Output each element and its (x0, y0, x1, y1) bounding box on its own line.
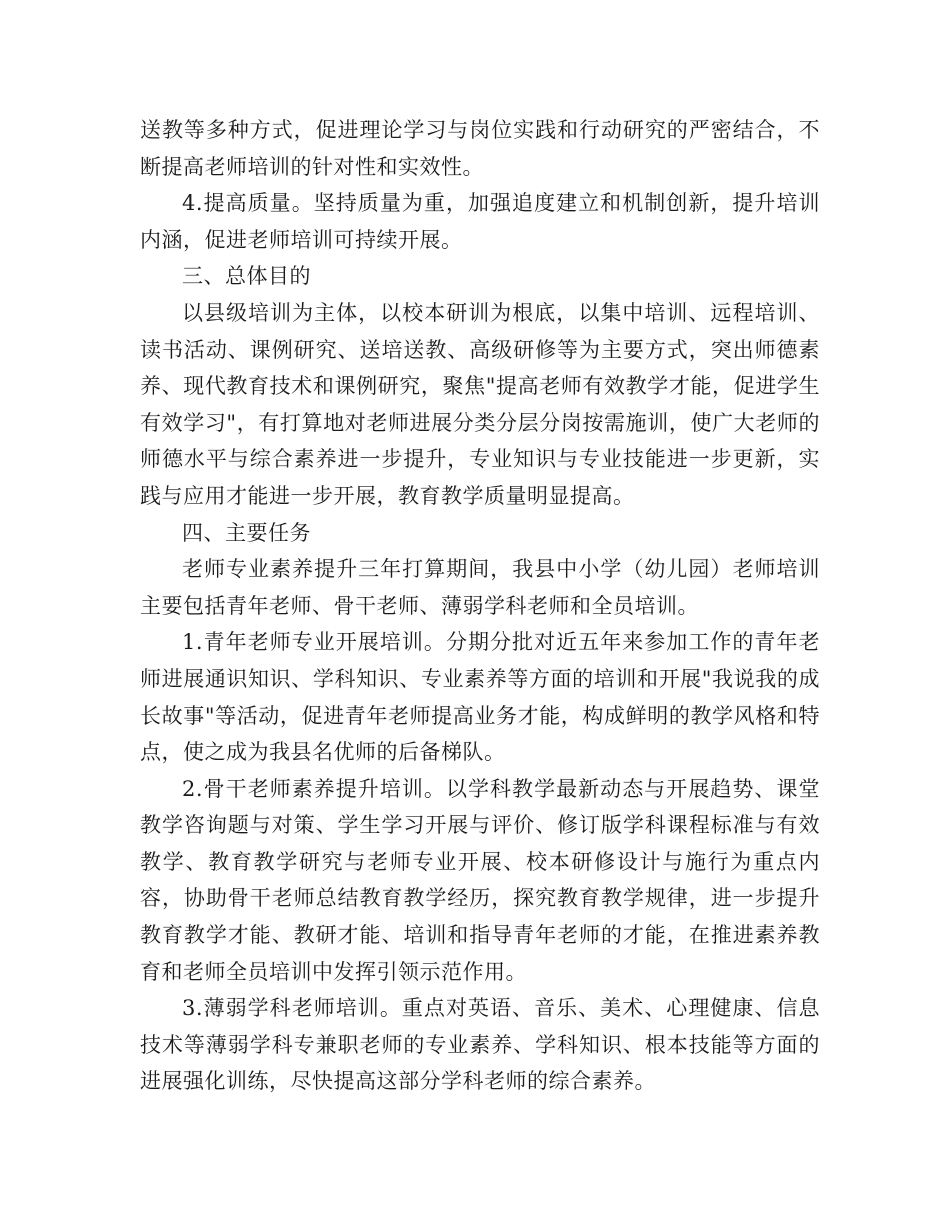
paragraph-item-4: 4.提高质量。坚持质量为重，加强追度建立和机制创新，提升培训内涵，促进老师培训可持续开展。 (140, 191, 820, 252)
section-heading-3: 三、总体目的 (182, 264, 311, 289)
document-body (140, 112, 820, 1100)
paragraph-task-3: 3.薄弱学科老师培训。重点对英语、音乐、美术、心理健康、信息技术等薄弱学科专兼职老师的专业素养、学科知识、根本技能等方面的进展强化训练，尽快提高这部分学科老师的综合素养。 (140, 996, 820, 1094)
paragraph-overall-goal: 以县级培训为主体，以校本研训为根底，以集中培训、远程培训、读书活动、课例研究、送培送教、高级研修等为主要方式，突出师德素养、现代教育技术和课例研究，聚焦"提高老师有效教学才能，促进学生有效学习"，有打算地对老师进展分类分层分岗按需施训，使广大老师的师德水平与综合素养进一步提升，专业知识与专业技能进一步更新，实践与应用才能进一步开展，教育教学质量明显提高。 (140, 300, 820, 508)
paragraph-main-tasks-intro: 老师专业素养提升三年打算期间，我县中小学（幼儿园）老师培训主要包括青年老师、骨干老师、薄弱学科老师和全员培训。 (140, 557, 820, 618)
paragraph-continuation: 送教等多种方式，促进理论学习与岗位实践和行动研究的严密结合，不断提高老师培训的针对性和实效性。 (140, 118, 820, 179)
section-heading-4: 四、主要任务 (182, 520, 311, 545)
paragraph-task-2: 2.骨干老师素养提升培训。以学科教学最新动态与开展趋势、课堂教学咨询题与对策、学生学习开展与评价、修订版学科课程标准与有效教学、教育教学研究与老师专业开展、校本研修设计与施行为重点内容，协助骨干老师总结教育教学经历，探究教育教学规律，进一步提升教育教学才能、教研才能、培训和指导青年老师的才能，在推进素养教育和老师全员培训中发挥引领示范作用。 (140, 776, 820, 984)
paragraph-task-1: 1.青年老师专业开展培训。分期分批对近五年来参加工作的青年老师进展通识知识、学科知识、专业素养等方面的培训和开展"我说我的成长故事"等活动，促进青年老师提高业务才能，构成鲜明的教学风格和特点，使之成为我县名优师的后备梯队。 (140, 630, 820, 765)
